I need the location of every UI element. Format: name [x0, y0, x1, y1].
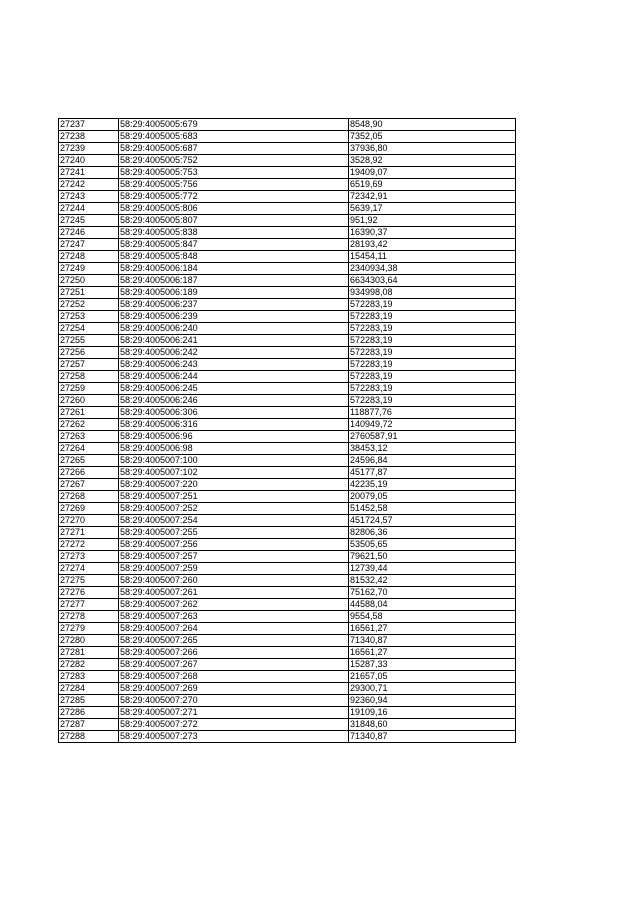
row-number-cell: 27252: [59, 299, 119, 311]
table-row: [59, 455, 516, 467]
row-number-cell: 27266: [59, 467, 119, 479]
cadastral-number-cell: 58:29:4005007:267: [119, 659, 349, 671]
table-row: [59, 467, 516, 479]
row-number-cell: 27285: [59, 695, 119, 707]
cadastral-number-cell: 58:29:4005006:189: [119, 287, 349, 299]
cadastral-number-cell: 58:29:4005007:254: [119, 515, 349, 527]
row-number-cell: 27274: [59, 563, 119, 575]
row-number-cell: 27248: [59, 251, 119, 263]
row-number-cell: 27279: [59, 623, 119, 635]
cadastral-number-cell: 58:29:4005005:753: [119, 167, 349, 179]
table-body: [59, 119, 516, 743]
cadastral-number-cell: 58:29:4005006:187: [119, 275, 349, 287]
table-row: [59, 119, 516, 131]
value-cell: 12739,44: [349, 563, 516, 575]
value-cell: 951,92: [349, 215, 516, 227]
table-row: [59, 179, 516, 191]
row-number-cell: 27276: [59, 587, 119, 599]
value-cell: 2760587,91: [349, 431, 516, 443]
cadastral-number-cell: 58:29:4005007:252: [119, 503, 349, 515]
table-row: [59, 347, 516, 359]
row-number-cell: 27281: [59, 647, 119, 659]
value-cell: 29300,71: [349, 683, 516, 695]
row-number-cell: 27258: [59, 371, 119, 383]
value-cell: 572283,19: [349, 311, 516, 323]
value-cell: 71340,87: [349, 731, 516, 743]
row-number-cell: 27259: [59, 383, 119, 395]
value-cell: 8548,90: [349, 119, 516, 131]
table-row: [59, 599, 516, 611]
row-number-cell: 27257: [59, 359, 119, 371]
cadastral-number-cell: 58:29:4005007:255: [119, 527, 349, 539]
value-cell: 21657,05: [349, 671, 516, 683]
cadastral-number-cell: 58:29:4005005:807: [119, 215, 349, 227]
value-cell: 31848,60: [349, 719, 516, 731]
row-number-cell: 27245: [59, 215, 119, 227]
table-row: [59, 299, 516, 311]
table-row: [59, 275, 516, 287]
row-number-cell: 27269: [59, 503, 119, 515]
table-row: [59, 503, 516, 515]
cadastral-number-cell: 58:29:4005006:237: [119, 299, 349, 311]
row-number-cell: 27268: [59, 491, 119, 503]
cadastral-number-cell: 58:29:4005006:184: [119, 263, 349, 275]
table-row: [59, 359, 516, 371]
table-row: [59, 491, 516, 503]
cadastral-number-cell: 58:29:4005005:847: [119, 239, 349, 251]
value-cell: 572283,19: [349, 395, 516, 407]
row-number-cell: 27263: [59, 431, 119, 443]
row-number-cell: 27254: [59, 323, 119, 335]
cadastral-number-cell: 58:29:4005007:263: [119, 611, 349, 623]
table-row: [59, 155, 516, 167]
value-cell: 15454,11: [349, 251, 516, 263]
value-cell: 45177,87: [349, 467, 516, 479]
cadastral-value-table: [58, 118, 516, 743]
cadastral-number-cell: 58:29:4005007:251: [119, 491, 349, 503]
row-number-cell: 27267: [59, 479, 119, 491]
table-row: [59, 143, 516, 155]
cadastral-number-cell: 58:29:4005007:269: [119, 683, 349, 695]
cadastral-number-cell: 58:29:4005006:98: [119, 443, 349, 455]
table-row: [59, 419, 516, 431]
row-number-cell: 27270: [59, 515, 119, 527]
table-row: [59, 383, 516, 395]
value-cell: 24596,84: [349, 455, 516, 467]
table-row: [59, 311, 516, 323]
row-number-cell: 27243: [59, 191, 119, 203]
table-row: [59, 635, 516, 647]
row-number-cell: 27237: [59, 119, 119, 131]
row-number-cell: 27238: [59, 131, 119, 143]
row-number-cell: 27250: [59, 275, 119, 287]
row-number-cell: 27251: [59, 287, 119, 299]
row-number-cell: 27273: [59, 551, 119, 563]
table-row: [59, 731, 516, 743]
table-row: [59, 443, 516, 455]
value-cell: 5639,17: [349, 203, 516, 215]
table-row: [59, 395, 516, 407]
table-row: [59, 683, 516, 695]
row-number-cell: 27277: [59, 599, 119, 611]
value-cell: 53505,65: [349, 539, 516, 551]
value-cell: 572283,19: [349, 299, 516, 311]
row-number-cell: 27275: [59, 575, 119, 587]
table-row: [59, 215, 516, 227]
cadastral-number-cell: 58:29:4005005:838: [119, 227, 349, 239]
row-number-cell: 27264: [59, 443, 119, 455]
value-cell: 16561,27: [349, 647, 516, 659]
table-row: [59, 647, 516, 659]
value-cell: 6634303,64: [349, 275, 516, 287]
value-cell: 38453,12: [349, 443, 516, 455]
cadastral-number-cell: 58:29:4005005:752: [119, 155, 349, 167]
row-number-cell: 27272: [59, 539, 119, 551]
cadastral-number-cell: 58:29:4005007:102: [119, 467, 349, 479]
table-row: [59, 131, 516, 143]
table-row: [59, 575, 516, 587]
table-row: [59, 719, 516, 731]
table-row: [59, 671, 516, 683]
cadastral-number-cell: 58:29:4005007:261: [119, 587, 349, 599]
cadastral-number-cell: 58:29:4005005:806: [119, 203, 349, 215]
cadastral-number-cell: 58:29:4005007:262: [119, 599, 349, 611]
table-row: [59, 251, 516, 263]
row-number-cell: 27260: [59, 395, 119, 407]
table-row: [59, 587, 516, 599]
value-cell: 16390,37: [349, 227, 516, 239]
value-cell: 572283,19: [349, 359, 516, 371]
table-row: [59, 539, 516, 551]
cadastral-number-cell: 58:29:4005007:220: [119, 479, 349, 491]
cadastral-number-cell: 58:29:4005007:260: [119, 575, 349, 587]
cadastral-number-cell: 58:29:4005006:243: [119, 359, 349, 371]
table-row: [59, 323, 516, 335]
cadastral-number-cell: 58:29:4005007:256: [119, 539, 349, 551]
cadastral-number-cell: 58:29:4005007:270: [119, 695, 349, 707]
table-row: [59, 287, 516, 299]
cadastral-number-cell: 58:29:4005007:265: [119, 635, 349, 647]
row-number-cell: 27283: [59, 671, 119, 683]
row-number-cell: 27239: [59, 143, 119, 155]
value-cell: 451724,57: [349, 515, 516, 527]
cadastral-number-cell: 58:29:4005005:848: [119, 251, 349, 263]
row-number-cell: 27262: [59, 419, 119, 431]
cadastral-number-cell: 58:29:4005006:246: [119, 395, 349, 407]
cadastral-number-cell: 58:29:4005007:272: [119, 719, 349, 731]
row-number-cell: 27280: [59, 635, 119, 647]
cadastral-number-cell: 58:29:4005006:244: [119, 371, 349, 383]
row-number-cell: 27246: [59, 227, 119, 239]
row-number-cell: 27242: [59, 179, 119, 191]
row-number-cell: 27265: [59, 455, 119, 467]
value-cell: 82806,36: [349, 527, 516, 539]
value-cell: 7352,05: [349, 131, 516, 143]
row-number-cell: 27278: [59, 611, 119, 623]
table-row: [59, 695, 516, 707]
cadastral-number-cell: 58:29:4005007:268: [119, 671, 349, 683]
value-cell: 572283,19: [349, 323, 516, 335]
value-cell: 934998,08: [349, 287, 516, 299]
value-cell: 92360,94: [349, 695, 516, 707]
table-row: [59, 515, 516, 527]
table-row: [59, 191, 516, 203]
value-cell: 19409,07: [349, 167, 516, 179]
table-row: [59, 335, 516, 347]
value-cell: 118877,76: [349, 407, 516, 419]
cadastral-number-cell: 58:29:4005006:242: [119, 347, 349, 359]
cadastral-number-cell: 58:29:4005006:316: [119, 419, 349, 431]
cadastral-number-cell: 58:29:4005007:264: [119, 623, 349, 635]
table-row: [59, 203, 516, 215]
value-cell: 28193,42: [349, 239, 516, 251]
table-row: [59, 611, 516, 623]
row-number-cell: 27241: [59, 167, 119, 179]
cadastral-number-cell: 58:29:4005006:241: [119, 335, 349, 347]
cadastral-number-cell: 58:29:4005007:259: [119, 563, 349, 575]
table-row: [59, 659, 516, 671]
value-cell: 2340934,38: [349, 263, 516, 275]
cadastral-number-cell: 58:29:4005006:245: [119, 383, 349, 395]
value-cell: 71340,87: [349, 635, 516, 647]
value-cell: 42235,19: [349, 479, 516, 491]
value-cell: 572283,19: [349, 347, 516, 359]
value-cell: 20079,05: [349, 491, 516, 503]
cadastral-number-cell: 58:29:4005006:306: [119, 407, 349, 419]
table-row: [59, 431, 516, 443]
table-row: [59, 563, 516, 575]
row-number-cell: 27244: [59, 203, 119, 215]
value-cell: 19109,16: [349, 707, 516, 719]
row-number-cell: 27286: [59, 707, 119, 719]
row-number-cell: 27282: [59, 659, 119, 671]
value-cell: 75162,70: [349, 587, 516, 599]
value-cell: 16561,27: [349, 623, 516, 635]
row-number-cell: 27287: [59, 719, 119, 731]
value-cell: 9554,58: [349, 611, 516, 623]
row-number-cell: 27240: [59, 155, 119, 167]
value-cell: 6519,69: [349, 179, 516, 191]
cadastral-number-cell: 58:29:4005005:687: [119, 143, 349, 155]
row-number-cell: 27261: [59, 407, 119, 419]
row-number-cell: 27255: [59, 335, 119, 347]
cadastral-number-cell: 58:29:4005006:240: [119, 323, 349, 335]
value-cell: 51452,58: [349, 503, 516, 515]
table-row: [59, 527, 516, 539]
value-cell: 3528,92: [349, 155, 516, 167]
value-cell: 572283,19: [349, 371, 516, 383]
row-number-cell: 27271: [59, 527, 119, 539]
cadastral-number-cell: 58:29:4005007:257: [119, 551, 349, 563]
cadastral-number-cell: 58:29:4005005:772: [119, 191, 349, 203]
table-row: [59, 263, 516, 275]
cadastral-number-cell: 58:29:4005005:683: [119, 131, 349, 143]
table-row: [59, 167, 516, 179]
cadastral-number-cell: 58:29:4005007:273: [119, 731, 349, 743]
value-cell: 572283,19: [349, 383, 516, 395]
table-row: [59, 707, 516, 719]
value-cell: 37936,80: [349, 143, 516, 155]
cadastral-number-cell: 58:29:4005006:239: [119, 311, 349, 323]
value-cell: 140949,72: [349, 419, 516, 431]
table-row: [59, 407, 516, 419]
row-number-cell: 27249: [59, 263, 119, 275]
cadastral-number-cell: 58:29:4005007:266: [119, 647, 349, 659]
row-number-cell: 27288: [59, 731, 119, 743]
value-cell: 44588,04: [349, 599, 516, 611]
table-row: [59, 371, 516, 383]
cadastral-number-cell: 58:29:4005005:679: [119, 119, 349, 131]
row-number-cell: 27253: [59, 311, 119, 323]
value-cell: 79621,50: [349, 551, 516, 563]
value-cell: 81532,42: [349, 575, 516, 587]
table-row: [59, 551, 516, 563]
cadastral-number-cell: 58:29:4005006:96: [119, 431, 349, 443]
cadastral-number-cell: 58:29:4005007:100: [119, 455, 349, 467]
table-row: [59, 239, 516, 251]
row-number-cell: 27247: [59, 239, 119, 251]
row-number-cell: 27256: [59, 347, 119, 359]
table-row: [59, 479, 516, 491]
table-row: [59, 623, 516, 635]
cadastral-number-cell: 58:29:4005007:271: [119, 707, 349, 719]
value-cell: 15287,33: [349, 659, 516, 671]
value-cell: 72342,91: [349, 191, 516, 203]
value-cell: 572283,19: [349, 335, 516, 347]
table-row: [59, 227, 516, 239]
cadastral-number-cell: 58:29:4005005:756: [119, 179, 349, 191]
row-number-cell: 27284: [59, 683, 119, 695]
